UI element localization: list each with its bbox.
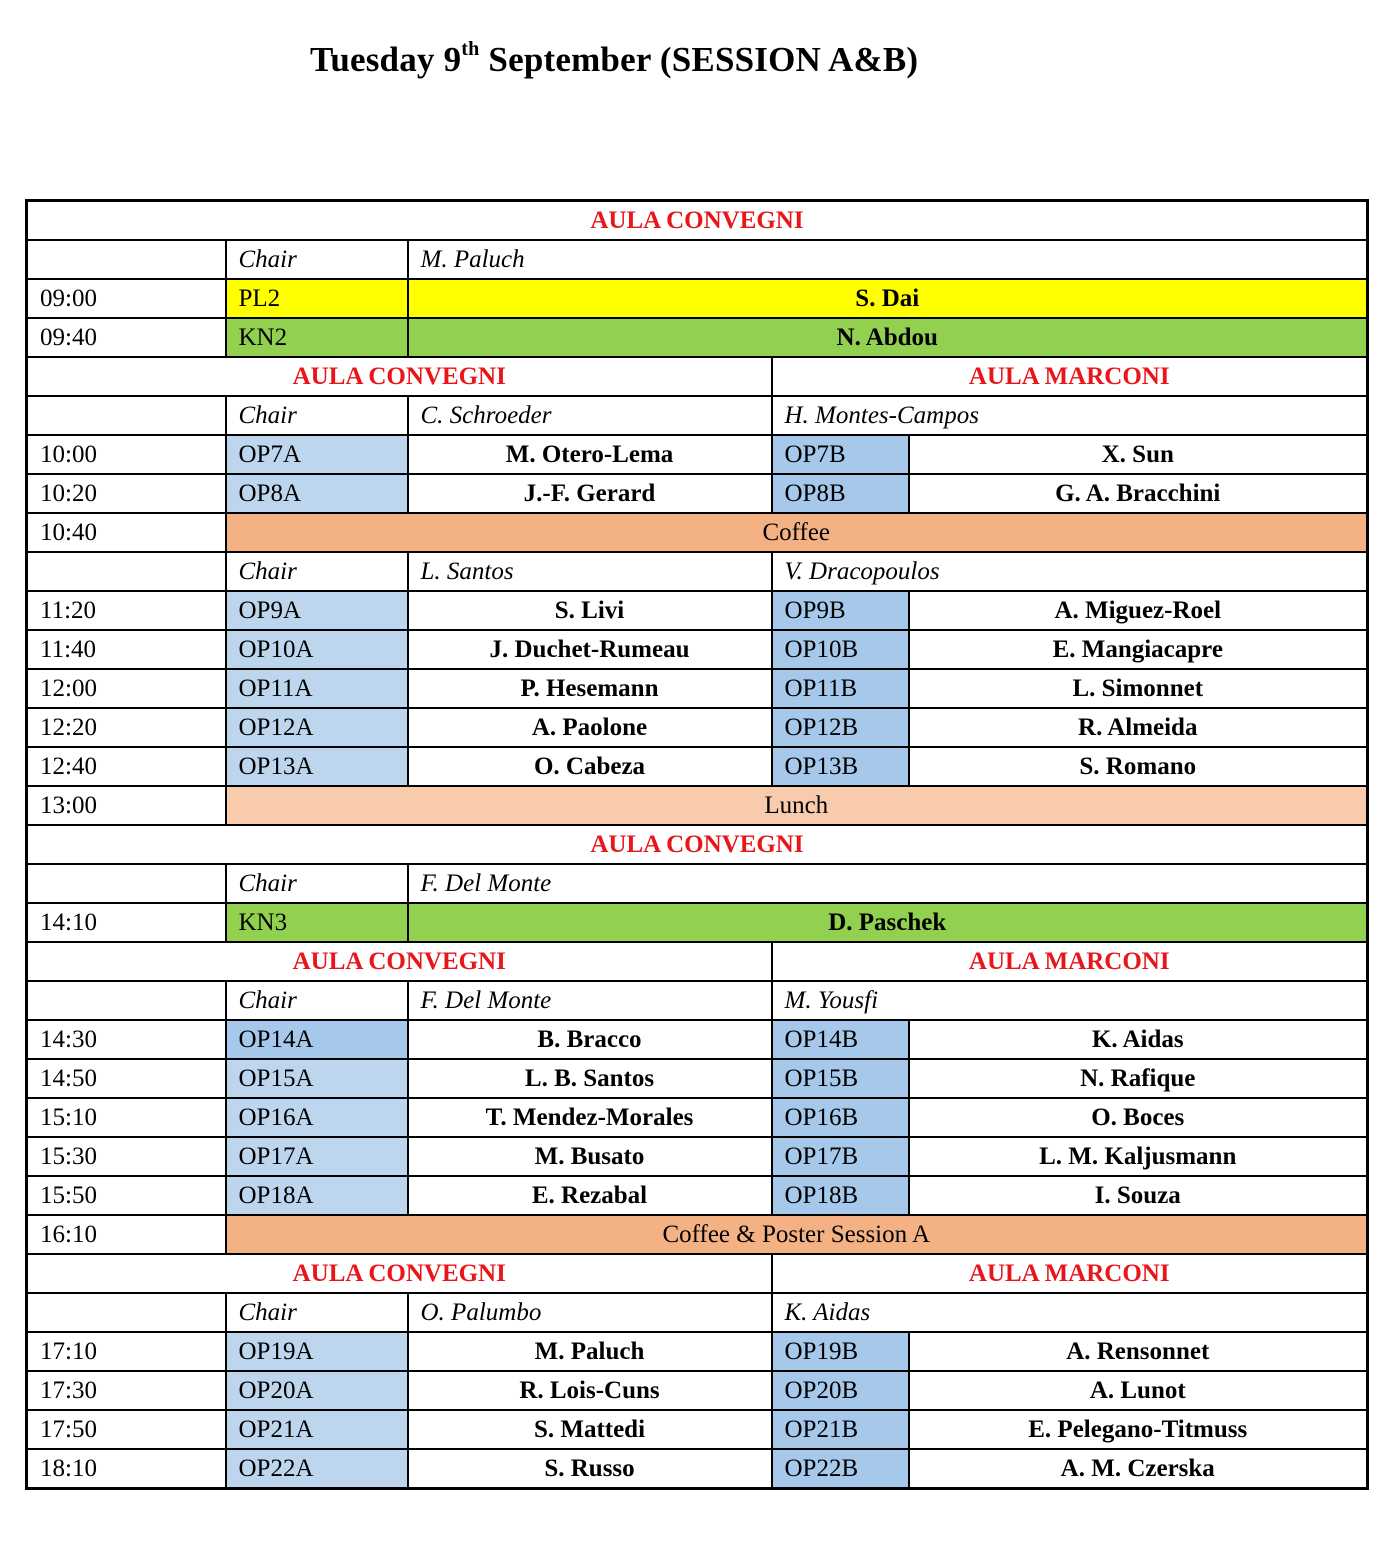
session-code-a: OP14A (226, 1020, 408, 1059)
presenter-b: E. Mangiacapre (909, 630, 1368, 669)
presenter: D. Paschek (408, 903, 1368, 942)
session-code-a: OP7A (226, 435, 408, 474)
session-code-b: OP21B (772, 1410, 909, 1449)
break-row (27, 1215, 1368, 1254)
session-code-a: OP18A (226, 1176, 408, 1215)
presenter-b: R. Almeida (909, 708, 1368, 747)
room-header-a: AULA CONVEGNI (27, 1254, 772, 1293)
presenter-b: N. Rafique (909, 1059, 1368, 1098)
presenter: N. Abdou (408, 318, 1368, 357)
time-cell: 09:40 (27, 318, 226, 357)
presenter-a: S. Livi (408, 591, 772, 630)
presenter-a: O. Cabeza (408, 747, 772, 786)
time-cell: 09:00 (27, 279, 226, 318)
time-cell: 17:30 (27, 1371, 226, 1410)
session-code-b: OP11B (772, 669, 909, 708)
empty-cell (27, 396, 226, 435)
lunch-break: Lunch (226, 786, 1368, 825)
time-cell: 15:10 (27, 1098, 226, 1137)
talk-row (27, 1137, 1368, 1176)
talk-row (27, 1098, 1368, 1137)
chair-label: Chair (226, 864, 408, 903)
break-row (27, 513, 1368, 552)
empty-cell (27, 240, 226, 279)
time-cell: 14:50 (27, 1059, 226, 1098)
presenter-a: S. Russo (408, 1449, 772, 1489)
chair-row (27, 981, 1368, 1020)
chair-label: Chair (226, 240, 408, 279)
presenter-b: X. Sun (909, 435, 1368, 474)
talk-row (27, 1059, 1368, 1098)
talk-row (27, 1371, 1368, 1410)
time-cell: 13:00 (27, 786, 226, 825)
chair-name-a: C. Schroeder (408, 396, 772, 435)
room-header-row (27, 942, 1368, 981)
talk-row (27, 1020, 1368, 1059)
empty-cell (27, 552, 226, 591)
empty-cell (27, 1293, 226, 1332)
session-code-b: OP8B (772, 474, 909, 513)
chair-name-b: M. Yousfi (772, 981, 1368, 1020)
time-cell: 10:20 (27, 474, 226, 513)
talk-row (27, 1332, 1368, 1371)
talk-row (27, 1176, 1368, 1215)
session-code: KN3 (226, 903, 408, 942)
presenter-a: J. Duchet-Rumeau (408, 630, 772, 669)
talk-row (27, 474, 1368, 513)
session-code-b: OP18B (772, 1176, 909, 1215)
talk-row (27, 591, 1368, 630)
presenter-b: O. Boces (909, 1098, 1368, 1137)
room-header: AULA CONVEGNI (27, 201, 1368, 241)
room-header-a: AULA CONVEGNI (27, 357, 772, 396)
empty-cell (27, 981, 226, 1020)
session-code: PL2 (226, 279, 408, 318)
session-code-a: OP16A (226, 1098, 408, 1137)
time-cell: 17:10 (27, 1332, 226, 1371)
presenter-a: P. Hesemann (408, 669, 772, 708)
chair-name: M. Paluch (408, 240, 1368, 279)
page-title (310, 40, 918, 80)
presenter: S. Dai (408, 279, 1368, 318)
time-cell: 14:10 (27, 903, 226, 942)
title-main: Tuesday 9 (310, 40, 462, 79)
presenter-b: A. Lunot (909, 1371, 1368, 1410)
time-cell: 17:50 (27, 1410, 226, 1449)
session-code-b: OP12B (772, 708, 909, 747)
talk-row (27, 708, 1368, 747)
chair-name-b: H. Montes-Campos (772, 396, 1368, 435)
talk-row (27, 747, 1368, 786)
chair-label: Chair (226, 1293, 408, 1332)
session-code-a: OP15A (226, 1059, 408, 1098)
room-header-b: AULA MARCONI (772, 942, 1368, 981)
session-code-b: OP7B (772, 435, 909, 474)
room-header-row (27, 357, 1368, 396)
chair-name-a: O. Palumbo (408, 1293, 772, 1332)
presenter-b: I. Souza (909, 1176, 1368, 1215)
room-header-row (27, 1254, 1368, 1293)
session-code-a: OP11A (226, 669, 408, 708)
session-code-b: OP16B (772, 1098, 909, 1137)
chair-row (27, 396, 1368, 435)
session-code-a: OP9A (226, 591, 408, 630)
presenter-b: L. Simonnet (909, 669, 1368, 708)
presenter-a: R. Lois-Cuns (408, 1371, 772, 1410)
title-rest: September (SESSION A&B) (479, 40, 919, 79)
presenter-b: E. Pelegano-Titmuss (909, 1410, 1368, 1449)
session-code-a: OP13A (226, 747, 408, 786)
time-cell: 12:40 (27, 747, 226, 786)
room-header: AULA CONVEGNI (27, 825, 1368, 864)
chair-label: Chair (226, 981, 408, 1020)
session-code-b: OP17B (772, 1137, 909, 1176)
plenary-row (27, 279, 1368, 318)
presenter-a: J.-F. Gerard (408, 474, 772, 513)
coffee-break: Coffee (226, 513, 1368, 552)
presenter-a: A. Paolone (408, 708, 772, 747)
title-superscript: th (461, 38, 480, 60)
session-code-a: OP17A (226, 1137, 408, 1176)
room-header-b: AULA MARCONI (772, 1254, 1368, 1293)
time-cell: 15:30 (27, 1137, 226, 1176)
session-code-a: OP12A (226, 708, 408, 747)
presenter-b: A. Miguez-Roel (909, 591, 1368, 630)
room-header-a: AULA CONVEGNI (27, 942, 772, 981)
presenter-a: M. Paluch (408, 1332, 772, 1371)
presenter-b: A. M. Czerska (909, 1449, 1368, 1489)
session-code-b: OP14B (772, 1020, 909, 1059)
presenter-b: A. Rensonnet (909, 1332, 1368, 1371)
time-cell: 12:00 (27, 669, 226, 708)
talk-row (27, 669, 1368, 708)
presenter-a: M. Busato (408, 1137, 772, 1176)
chair-name-a: L. Santos (408, 552, 772, 591)
talk-row (27, 435, 1368, 474)
session-code-b: OP15B (772, 1059, 909, 1098)
room-header-row (27, 825, 1368, 864)
session-code-b: OP9B (772, 591, 909, 630)
session-code: KN2 (226, 318, 408, 357)
session-code-b: OP20B (772, 1371, 909, 1410)
presenter-a: T. Mendez-Morales (408, 1098, 772, 1137)
time-cell: 11:40 (27, 630, 226, 669)
schedule-table (25, 199, 1369, 1490)
time-cell: 18:10 (27, 1449, 226, 1489)
presenter-b: G. A. Bracchini (909, 474, 1368, 513)
session-code-a: OP21A (226, 1410, 408, 1449)
talk-row (27, 1449, 1368, 1489)
chair-label: Chair (226, 552, 408, 591)
session-code-b: OP19B (772, 1332, 909, 1371)
talk-row (27, 630, 1368, 669)
chair-name-a: F. Del Monte (408, 981, 772, 1020)
chair-row (27, 864, 1368, 903)
chair-label: Chair (226, 396, 408, 435)
chair-row (27, 240, 1368, 279)
time-cell: 12:20 (27, 708, 226, 747)
presenter-a: E. Rezabal (408, 1176, 772, 1215)
time-cell: 10:40 (27, 513, 226, 552)
room-header-b: AULA MARCONI (772, 357, 1368, 396)
chair-name: F. Del Monte (408, 864, 1368, 903)
presenter-a: L. B. Santos (408, 1059, 772, 1098)
time-cell: 16:10 (27, 1215, 226, 1254)
presenter-b: K. Aidas (909, 1020, 1368, 1059)
time-cell: 14:30 (27, 1020, 226, 1059)
break-row (27, 786, 1368, 825)
session-code-a: OP19A (226, 1332, 408, 1371)
time-cell: 10:00 (27, 435, 226, 474)
coffee-poster-break: Coffee & Poster Session A (226, 1215, 1368, 1254)
chair-name-b: V. Dracopoulos (772, 552, 1368, 591)
keynote-row (27, 318, 1368, 357)
session-code-b: OP22B (772, 1449, 909, 1489)
presenter-b: S. Romano (909, 747, 1368, 786)
talk-row (27, 1410, 1368, 1449)
room-header-row (27, 201, 1368, 241)
keynote-row (27, 903, 1368, 942)
presenter-a: S. Mattedi (408, 1410, 772, 1449)
presenter-b: L. M. Kaljusmann (909, 1137, 1368, 1176)
session-code-a: OP8A (226, 474, 408, 513)
session-code-b: OP13B (772, 747, 909, 786)
session-code-b: OP10B (772, 630, 909, 669)
session-code-a: OP20A (226, 1371, 408, 1410)
chair-name-b: K. Aidas (772, 1293, 1368, 1332)
time-cell: 11:20 (27, 591, 226, 630)
session-code-a: OP10A (226, 630, 408, 669)
chair-row (27, 552, 1368, 591)
time-cell: 15:50 (27, 1176, 226, 1215)
chair-row (27, 1293, 1368, 1332)
empty-cell (27, 864, 226, 903)
presenter-a: M. Otero-Lema (408, 435, 772, 474)
presenter-a: B. Bracco (408, 1020, 772, 1059)
session-code-a: OP22A (226, 1449, 408, 1489)
